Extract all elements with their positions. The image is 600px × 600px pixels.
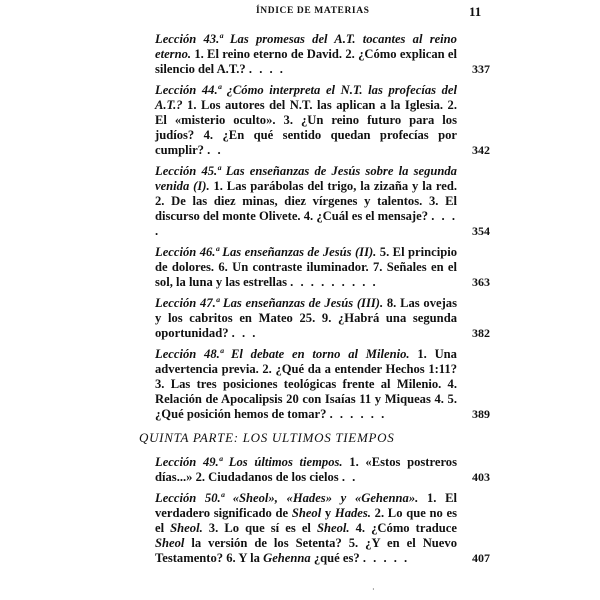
page-ref: 354	[472, 224, 490, 238]
lesson-topic: Las enseñanzas de Jesús (II).	[222, 245, 377, 259]
lesson-label: Lección 43.ª	[155, 32, 223, 46]
lesson-contents: 1. Los autores del N.T. las aplican a la Iglesia. 2. El «misterio oculto». 3. ¿Un reino futuro para los judíos? 4. ¿En qué sentido quedan profecías por cumplir?	[155, 98, 457, 157]
table-of-contents-part-five	[155, 455, 490, 572]
lesson-contents: 8. Las ovejas y los cabritos en Mateo 25. 9. ¿Habrá una segunda oportunidad?	[155, 296, 458, 340]
dot-leader: . . . .	[155, 209, 457, 238]
page-number: 11	[469, 4, 482, 19]
lesson-topic: Los últimos tiempos.	[228, 455, 343, 469]
dot-leader: . . . . . . . . .	[290, 275, 378, 289]
toc-entry-47	[155, 296, 490, 341]
page-ref: 342	[472, 143, 490, 157]
dot-leader: . .	[207, 143, 223, 157]
lesson-topic: Las enseñanzas de Jesús (III).	[222, 296, 384, 310]
page-ref: 389	[472, 407, 490, 421]
lesson-contents-a: 1. El verdadero significado de	[155, 491, 457, 520]
stray-mark: ·	[372, 585, 375, 594]
lesson-contents: 1. El reino eterno de David. 2. ¿Cómo explican el silencio del A.T.?	[155, 47, 457, 76]
dot-leader: . . . . . .	[329, 407, 387, 421]
toc-entry-45	[155, 164, 490, 239]
lesson-topic: El debate en torno al Milenio.	[230, 347, 410, 361]
toc-entry-49	[155, 455, 490, 485]
dot-leader: . . .	[231, 326, 258, 340]
term-hades: Hades.	[334, 506, 371, 520]
lesson-label: Lección 47.ª	[155, 296, 220, 310]
term-sheol: Sheol	[291, 506, 322, 520]
term-gehenna: Gehenna	[263, 551, 311, 565]
lesson-label: Lección 49.ª	[155, 455, 223, 469]
lesson-label: Lección 50.ª	[155, 491, 225, 505]
lesson-contents: 1. Una advertencia previa. 2. ¿Qué da a entender Hechos 1:11? 3. Las tres posiciones teológicas frente al Milenio. 4. Relación de Apocalipsis 20 con Isaías 11 y Miqueas 4. 5. ¿Qué posición hemos de tomar?	[155, 347, 457, 421]
table-of-contents	[155, 32, 490, 428]
page-ref: 337	[472, 62, 490, 76]
page-ref: 363	[472, 275, 490, 289]
lesson-label: Lección 48.ª	[155, 347, 224, 361]
lesson-contents-b: y	[324, 506, 332, 520]
dot-leader: . . . .	[248, 62, 285, 76]
lesson-contents: 1. Las parábolas del trigo, la zizaña y la red. 2. De las diez minas, diez vírgenes y talentos. 3. El discurso del monte Olivete. 4. ¿Cuál es el mensaje?	[155, 179, 457, 223]
lesson-contents-f: la versión de los Setenta? 5. ¿Y en el Nuevo Testamento? 6. Y la	[155, 536, 457, 565]
page-header	[0, 4, 600, 20]
lesson-contents: 5. El principio de dolores. 6. Un contraste iluminador. 7. Señales en el sol, la luna y las estrellas	[155, 245, 458, 289]
lesson-topic: ¿Cómo interpreta el N.T. las profecías del A.T.?	[155, 83, 458, 112]
toc-entry-50	[155, 491, 490, 566]
lesson-label: Lección 44.ª	[155, 83, 221, 97]
lesson-topic: Las promesas del A.T. tocantes al reino eterno.	[155, 32, 457, 61]
term-sheol: Sheol.	[170, 521, 203, 535]
lesson-label: Lección 45.ª	[155, 164, 221, 178]
lesson-contents-e: 4. ¿Cómo traduce	[355, 521, 457, 535]
lesson-contents-d: 3. Lo que sí es el	[208, 521, 311, 535]
lesson-topic: Las enseñanzas de Jesús sobre la segunda venida (I).	[155, 164, 457, 193]
lesson-contents-c: 2. Lo que no es el	[155, 506, 457, 535]
part-heading: QUINTA PARTE: LOS ULTIMOS TIEMPOS	[139, 430, 395, 445]
lesson-contents: 1. «Estos postreros días...» 2. Ciudadanos de los cielos	[155, 455, 458, 484]
page-ref: 407	[472, 551, 490, 565]
toc-entry-44	[155, 83, 490, 158]
page-ref: 403	[472, 470, 490, 484]
lesson-contents-g: ¿qué es?	[313, 551, 360, 565]
toc-entry-43	[155, 32, 490, 77]
dot-leader: . . . . .	[362, 551, 410, 565]
toc-entry-46	[155, 245, 490, 290]
lesson-topic: «Sheol», «Hades» y «Gehenna».	[232, 491, 419, 505]
term-sheol: Sheol	[155, 536, 185, 550]
lesson-label: Lección 46.ª	[155, 245, 219, 259]
page-ref: 382	[472, 326, 490, 340]
running-title: ÍNDICE DE MATERIAS	[256, 6, 370, 16]
term-sheol: Sheol.	[316, 521, 350, 535]
dot-leader: . .	[341, 470, 358, 484]
toc-entry-48	[155, 347, 490, 422]
